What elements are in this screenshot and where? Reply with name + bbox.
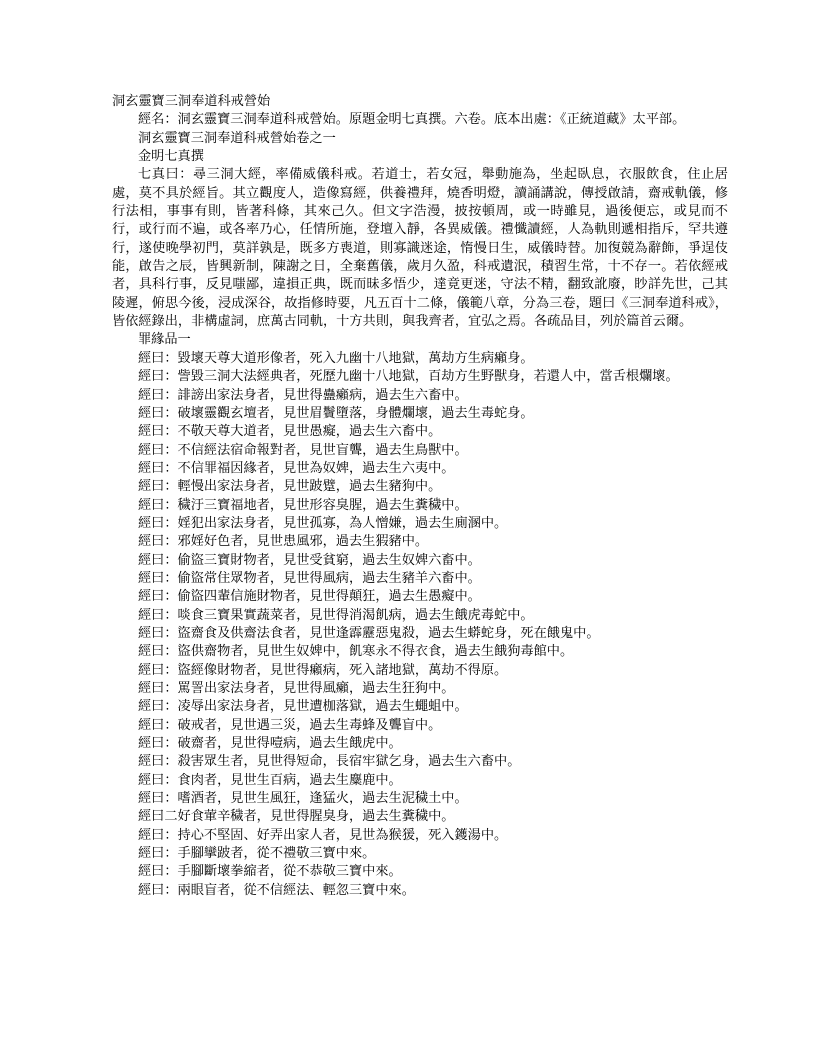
- entry-8: 經曰：輕慢出家法身者，見世跛躄，過去生豬狗中。: [138, 479, 442, 495]
- entry-11: 經曰：邪婬好色者，見世患風邪，過去生猳豬中。: [138, 534, 429, 550]
- entry-30: 經曰：兩眼盲者，從不信經法、輕忽三寶中來。: [138, 882, 415, 898]
- entry-26: 經曰二好食葷辛穢者，見世得腥臭身，過去生糞穢中。: [138, 809, 455, 825]
- volume-heading: 洞玄靈寶三洞奉道科戒營始卷之一: [138, 130, 336, 146]
- chapter-heading: 罪緣品一: [138, 332, 191, 348]
- entry-29: 經曰：手腳斷壞拳縮者，從不恭敬三寶中來。: [138, 864, 402, 880]
- entry-14: 經曰：偷盜四輩信施財物者，見世得顛狂，過去生愚癡中。: [138, 589, 481, 605]
- preface-body: 七真曰：尋三洞大經，率備威儀科戒。若道士，若女冠，舉動施為，坐起臥息，衣服飲食，住止居處，莫不具於經旨。其立觀度人，造像寫經，供養禮拜，燒香明燈，讀誦講說，傳授啟請，齋戒軌儀，修行法相，事事有則，皆著科條，其來己久。但文字浩漫，披按頓周，或一時雖見，過後便忘，或見而不行，或行而不遍，或各率乃心，任情所施，登壇入靜，各異威儀。禮懺讀經，人為軌則遞相指斥，罕共遵行，遂使晚學初門，莫詳孰是，既多方喪道，則寡識迷途，惰慢日生，威儀時替。加復競為辭飾，爭逞伎能，啟告之辰，皆興新制，陳謝之日，全棄舊儀，歲月久盈，科戒遺泯，積習生常，十不存一。若依經戒者，具科行事，反見嗤鄙，違損正典，既而昧多悟少，達竟更迷，守法不精，翻致訛廢，眇詳先世，己其陵遲，俯思今後，浸成深谷，故指修時要，凡五百十二條，儀範八章，分為三卷，題曰《三洞奉道科戒》，皆依經錄出，非構虛詞，庶萬古同軌，十方共則，與我齊者，宜弘之焉。各疏品目，列於篇首云爾。: [112, 167, 728, 330]
- entry-21: 經曰：破戒者，見世遇三災，過去生毒蜂及聾盲中。: [138, 717, 442, 733]
- entry-3: 經曰：誹謗出家法身者，見世得蠱癩病，過去生六畜中。: [138, 387, 468, 403]
- entry-4: 經曰：破壞靈觀玄壇者，見世眉鬢墮落，身體爛壞，過去生毒蛇身。: [138, 405, 534, 421]
- entry-7: 經曰：不信罪福因緣者，見世為奴婢，過去生六夷中。: [138, 460, 455, 476]
- entry-10: 經曰：婬犯出家法身者，見世孤寡，為人憎嫌，過去生廁溷中。: [138, 515, 508, 531]
- entry-25: 經曰：嗜酒者，見世生風狂，逢猛火，過去生泥穢土中。: [138, 791, 468, 807]
- doc-title: 洞玄靈寶三洞奉道科戒營始: [112, 94, 271, 109]
- entry-13: 經曰：偷盜常住眾物者，見世得風病，過去生豬羊六畜中。: [138, 570, 481, 586]
- entry-2: 經曰：訾毀三洞大法經典者，死歷九幽十八地獄，百劫方生野獸身，若還人中，當舌根爛壞。: [138, 369, 679, 385]
- entry-16: 經曰：盜齋食及供齋法食者，見世逢霹靂惡鬼殺，過去生蟒蛇身，死在餓鬼中。: [138, 625, 600, 641]
- entry-28: 經曰：手腳攣跛者，從不禮敬三寶中來。: [138, 846, 376, 862]
- entry-23: 經曰：殺害眾生者，見世得短命，長宿牢獄乞身，過去生六畜中。: [138, 754, 521, 770]
- entry-27: 經曰：持心不堅固、好弄出家人者，見世為猴猨，死入鑊湯中。: [138, 827, 508, 843]
- entry-17: 經曰：盜供齋物者，見世生奴婢中，飢寒永不得衣食，過去生餓狗毒館中。: [138, 644, 574, 660]
- entry-9: 經曰：穢汙三寶福地者，見世形容臭腥，過去生糞穢中。: [138, 497, 468, 513]
- document-body: [112, 93, 728, 900]
- entry-12: 經曰：偷盜三寶財物者，見世受貧窮，過去生奴婢六畜中。: [138, 552, 481, 568]
- entry-5: 經曰：不敬天尊大道者，見世愚癡，過去生六畜中。: [138, 424, 442, 440]
- entry-24: 經曰：食肉者，見世生百病，過去生麋鹿中。: [138, 772, 402, 788]
- entry-18: 經曰：盜經像財物者，見世得癩病，死入諸地獄，萬劫不得原。: [138, 662, 508, 678]
- entry-1: 經曰：毀壞天尊大道形像者，死入九幽十八地獄，萬劫方生病癩身。: [138, 350, 534, 366]
- entry-6: 經曰：不信經法宿命報對者，見世盲聾，過去生鳥獸中。: [138, 442, 468, 458]
- entry-15: 經曰：啖食三寶果實蔬菜者，見世得消渴飢病，過去生餓虎毒蛇中。: [138, 607, 534, 623]
- entry-22: 經曰：破齋者，見世得噎病，過去生餓虎中。: [138, 736, 402, 752]
- author-line: 金明七真撰: [138, 149, 204, 165]
- scripture-name: 經名：洞玄靈寶三洞奉道科戒營始。原題金明七真撰。六卷。底本出處：《正統道藏》太平部。: [138, 112, 686, 128]
- entry-20: 經曰：凌辱出家法身者，見世遭枷落獄，過去生蠅蛆中。: [138, 699, 468, 715]
- entry-19: 經曰：罵詈出家法身者，見世得風癩，過去生狂狗中。: [138, 681, 455, 696]
